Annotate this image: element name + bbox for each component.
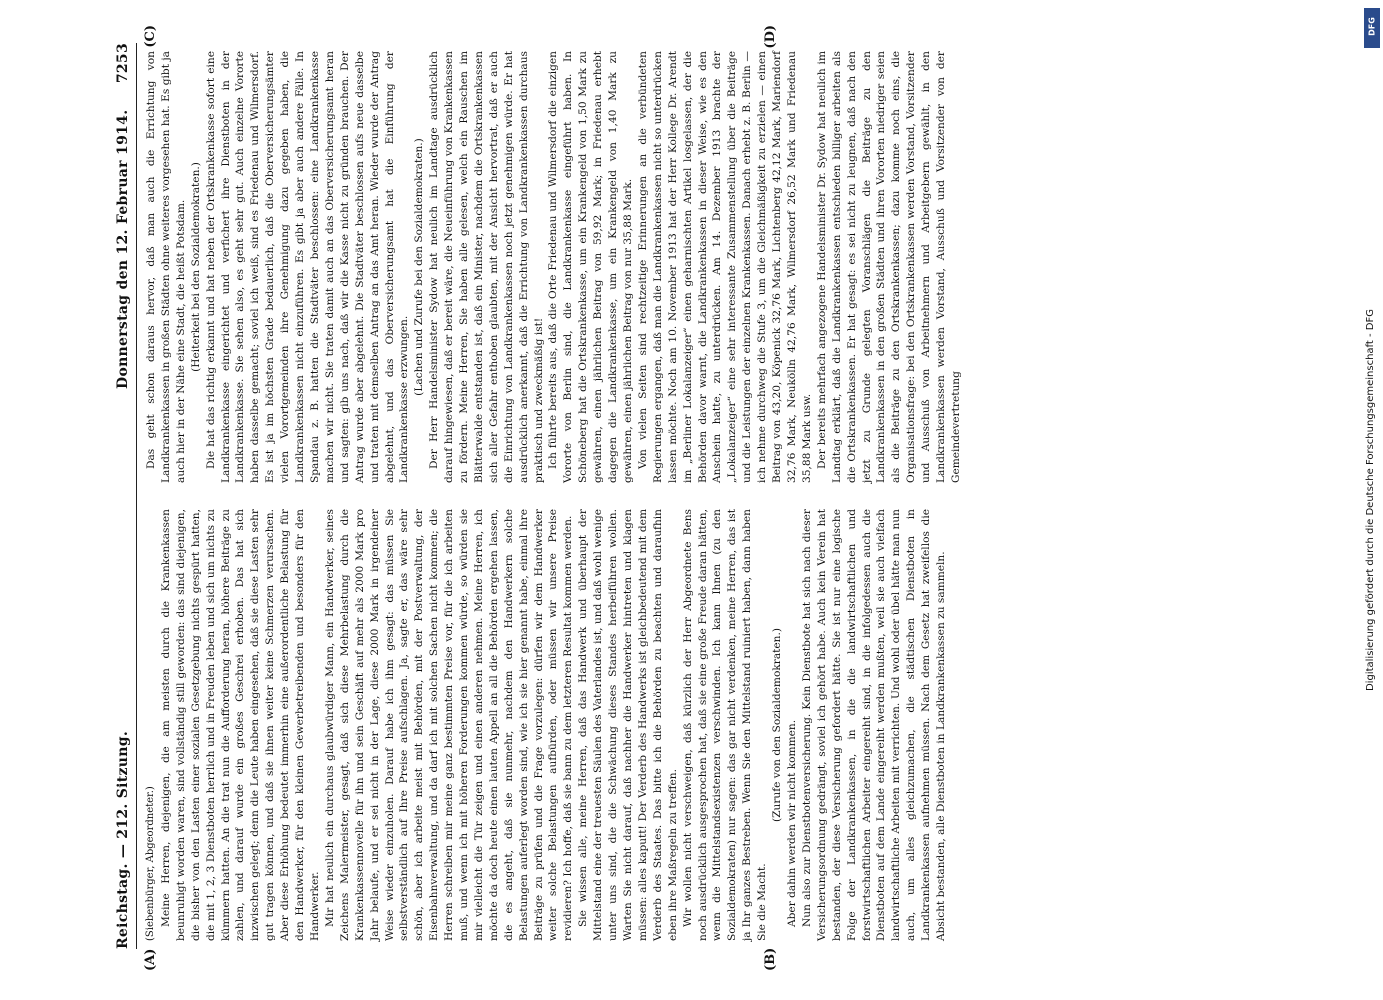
page-header xyxy=(116,43,137,949)
paragraph: Ich führte bereits aus, daß die Orte Friedenau und Wilmersdorf die einzigen Vororte von Berlin sind, die Landkrankenkasse eingeführt haben. In Schöneberg hat die Ortskrankenkasse, um ein Krankengeld von 1,50 Mark zu gewähren, einen jährlichen Beitrag von 59,92 Mark; in Friedenau erhebt dagegen die Landkrankenkasse, um ein Krankengeld von 1,40 Mark zu gewähren, einen jährlichen Beitrag von nur 35,88 Mark. xyxy=(547,51,634,483)
header-date: Donnerstag den 12. Februar 1914. xyxy=(115,109,131,389)
paragraph: Nun also zur Dienstbotenversicherung. Kein Dienstbote hat sich nach dieser Versicherungsordnung gedrängt, soviel ich gehört habe. Auch kein Verein hat bestanden, der diese Versicherung gefordert hätte. Sie ist nur eine logische Folge der Landkrankenkassen, in die die landwirtschaftlichen und forstwirtschaftlichen Arbeiter eingereiht sind, in die infolgedessen auch die Dienstboten auf dem Lande eingereiht werden mußten, weil sie auch vielfach landwirtschaftliche Arbeiten mit verrichten. Und wohl oder übel hätte man nun auch, um alles gleichzumachen, die städtischen Dienstboten in Landkrankenkassen aufnehmen müssen. Nach dem Gesetz hat zweifellos die Absicht bestanden, alle Dienstboten in Landkrankenkassen zu sammeln. xyxy=(800,509,948,941)
paragraph: Der Herr Handelsminister Sydow hat neulich im Landtage ausdrücklich darauf hingewiesen, daß er bereit wäre, die Neueinführung von Krankenkassen zu fördern. Meine Herren, Sie haben alle gelesen, welch ein Rauschen im Blätterwalde entstanden ist, daß ein Minister, nachdem die Ortskrankenkassen sich aller Gefahr enthoben glaubten, mit der Ansicht hervortrat, daß er auch die Einrichtung von Landkrankenkassen noch jetzt genehmigen würde. Er hat ausdrücklich anerkannt, daß die Errichtung von Landkrankenkassen durchaus praktisch und zweckmäßig ist! xyxy=(428,51,545,483)
right-column xyxy=(143,25,1332,483)
paragraph: Sie wissen alle, meine Herren, daß das Handwerk und überhaupt der Mittelstand eine der treuesten Säulen des Vaterlandes ist, und daß wohl wenige unter uns sind, die die Schwächung dieses Standes herbeiführen wollen. Warten Sie nicht darauf, daß nachher die Handwerker hintreten und klagen müssen: alles kaputt! Der Verderb des Handwerks ist gleichbedeutend mit dem Verderb des Staates. Das bitte ich die Behörden zu beachten und daraufhin eben ihre Maßregeln zu treffen. xyxy=(577,509,679,941)
interjection: (Zurufe von den Sozialdemokraten.) xyxy=(771,628,784,822)
paragraph: Das geht schon daraus hervor, daß man auch die Errichtung von Landkrankenkassen in großen Städten ohne weiteres vorgesehen hat. Es gibt ja auch hier in der Nähe eine Stadt, die heißt Potsdam. xyxy=(145,51,187,483)
digitization-credit: Digitalisierung gefördert durch die Deutsche Forschungsgemeinschaft - DFG xyxy=(1365,309,1376,692)
page-number: 7253 xyxy=(115,43,131,84)
margin-marker-c: (C) xyxy=(143,25,158,48)
dfg-logo xyxy=(1364,8,1380,48)
margin-marker-b: (B) xyxy=(763,947,778,971)
speaker-tag: (Siebenbürger, Abgeordneter.) xyxy=(145,786,156,941)
text-columns xyxy=(143,25,1332,971)
paragraph: Aber dahin werden wir nicht kommen. xyxy=(785,719,798,927)
paragraph: Der bereits mehrfach angezogene Handelsminister Dr. Sydow hat neulich im Landtag erklärt, daß die Landkrankenkassen entschieden billiger arbeiten als die Ortskrankenkassen. Er hat gesagt: es sei nicht zu leugnen, daß nach den jetzt zu Grunde gelegten Voranschlägen die Beiträge zu den Landkrankenkassen in den großen Städten und ihren Vororten niedriger seien als die Beiträge zu den Ortskrankenkassen; dazu komme noch eins, die Organisationsfrage: bei den Ortskrankenkassen werden Vorstand, Vorsitzender und Ausschuß von Arbeitnehmern und Arbeitgebern gewählt, in den Landkrankenkassen werden Vorstand, Ausschuß und Vorsitzender von der Gemeindevertretung xyxy=(815,51,962,483)
interjection: (Heiterkeit bei den Sozialdemokraten.) xyxy=(189,162,202,372)
paragraph: Wir wollen nicht verschweigen, daß kürzlich der Herr Abgeordnete Bens noch ausdrücklich ausgesprochen hat, daß sie eine große Freude daran hätten, wenn die Mittelstandsexistenzen verschwinden. Ich kann Ihnen (zu den Sozialdemokraten) nur sagen: das gar nicht verdenken, meine Herren, das ist ja Ihr ganzes Bestreben. Wenn Sie den Mittelstand ruiniert haben, dann haben Sie die Macht. xyxy=(681,509,769,941)
paragraph: Mir hat neulich ein durchaus glaubwürdiger Mann, ein Handwerker, seines Zeichens Malermeister, gesagt, daß sich diese Mehrbelastung durch die Krankenkassennovelle für ihn und sein Geschäft auf mehr als 2000 Mark pro Jahr belaufe, und er sei nicht in der Lage, diese 2000 Mark in irgendeiner Weise wieder einzuholen. Darauf habe ich ihm gesagt: das müssen Sie selbstverständlich auf Ihre Preise aufschlagen. Ja, sagte er, das wäre sehr schön, aber ich arbeite meist mit Behörden, mit der Postverwaltung, der Eisenbahnverwaltung, und da darf ich mit solchen Sachen nicht kommen; die Herren schreiben mir meine ganz bestimmten Preise vor, für die ich arbeiten muß, und wenn ich mit höheren Forderungen kommen würde, so würden sie mir vielleicht die Tür zeigen und einen anderen nehmen. Meine Herren, ich möchte da doch heute einen lauten Appell an all die Behörden ergehen lassen, die es angeht, daß sie nunmehr, nachdem den Handwerkern solche Belastungen auferlegt worden sind, wie ich sie hier genannt habe, einmal ihre Beiträge zu prüfen und die Frage vorzulegen: dürfen wir dem Handwerker weiter solche Belastungen aufbürden, oder müssen wir unsere Preise revidieren? Ich hoffe, daß sie bann zu dem letzteren Resultat kommen werden. xyxy=(323,509,575,941)
margin-marker-d: (D) xyxy=(763,25,778,49)
header-left: Reichstag. — 212. Sitzung. xyxy=(115,730,131,949)
paragraph: Meine Herren, diejenigen, die am meisten durch die Krankenkassen beunruhigt worden waren, sind vollständig still geworden: das sind diejenigen, die bisher von den Lasten einer sozialen Gesetzgebung nichts gespürt hatten, die mit 1, 2, 3 Dienstboten herrlich und in Freuden leben und sich um nichts zu kümmern hatten. An die trat nun die Aufforderung heran, höhere Beiträge zu zahlen, und darauf wurde ein großes Geschrei erhoben. Das hat sich inzwischen gelegt; denn die Leute haben eingesehen, daß sie diese Lasten sehr gut tragen können, und daß sie ihnen weiter keine Schmerzen verursachen. Aber diese Erhöhung bedeutet immerhin eine außerordentliche Belastung für den Handwerker, für den kleinen Gewerbetreibenden und besonders für den Handwerker. xyxy=(159,509,321,941)
left-column xyxy=(143,509,1332,971)
paragraph: Die hat das richtig erkannt und hat neben der Ortskrankenkasse sofort eine Landkrankenkasse eingerichtet und verfichert ihre Dienstboten in der Landkrankenkasse. Sie sehen also, es geht sehr gut. Auch einzelne Vororte haben dasselbe gemacht; soviel ich weiß, sind es Friedenau und Wilmersdorf. Es ist ja im höchsten Grade bedauerlich, daß die Oberversicherungsämter vielen Vorortgemeinden ihre Genehmigung dazu gegeben haben, die Landkrankenkassen nicht einzuführen. Es gibt ja aber auch andere Fälle. In Spandau z. B. hatten die Stadtväter beschlossen: eine Landkrankenkasse machen wir nicht. Sie traten damit auch an das Oberversicherungsamt heran und sagten: gib uns nach, daß wir die Kasse nicht zu gründen brauchen. Der Antrag wurde aber abgelehnt. Die Stadtväter beschlossen aufs neue dasselbe und traten mit demselben Antrag an das Amt heran. Wieder wurde der Antrag abgelehnt, und das Oberversicherungsamt hat die Einführung der Landkrankenkasse erzwungen. xyxy=(204,51,411,483)
scanned-page xyxy=(90,25,1350,975)
margin-marker-a: (A) xyxy=(143,948,158,971)
paragraph: Von vielen Seiten sind rechtzeitige Erinnerungen an die verbündeten Regierungen ergangen, daß man die Landkrankenkassen nicht so unterdrücken lassen möchte. Noch am 10. November 1913 hat der Herr Kollege Dr. Arendt im „Berliner Lokalanzeiger“ einen geharnischten Artikel losgelassen, der die Behörden davor warnt, die Landkrankenkassen in dieser Weise, wie es den Anschein hatte, zu unterdrücken. Am 14. Dezember 1913 brachte der „Lokalanzeiger“ eine sehr interessante Zusammenstellung über die Beiträge und die Leistungen der einzelnen Krankenkassen. Danach erhebt z. B. Berlin — ich nehme durchweg die Stufe 3, um die Gleichmäßigkeit zu erzielen — einen Beitrag von 43,20, Köpenick 32,76 Mark, Lichtenberg 42,12 Mark, Mariendorf 32,76 Mark, Neukölln 42,76 Mark, Wilmersdorf 26,52 Mark und Friedenau 35,88 Mark usw. xyxy=(636,51,813,483)
dfg-logo-text: DFG xyxy=(1367,17,1377,36)
interjection: (Lachen und Zurufe bei den Sozialdemokraten.) xyxy=(413,138,426,396)
